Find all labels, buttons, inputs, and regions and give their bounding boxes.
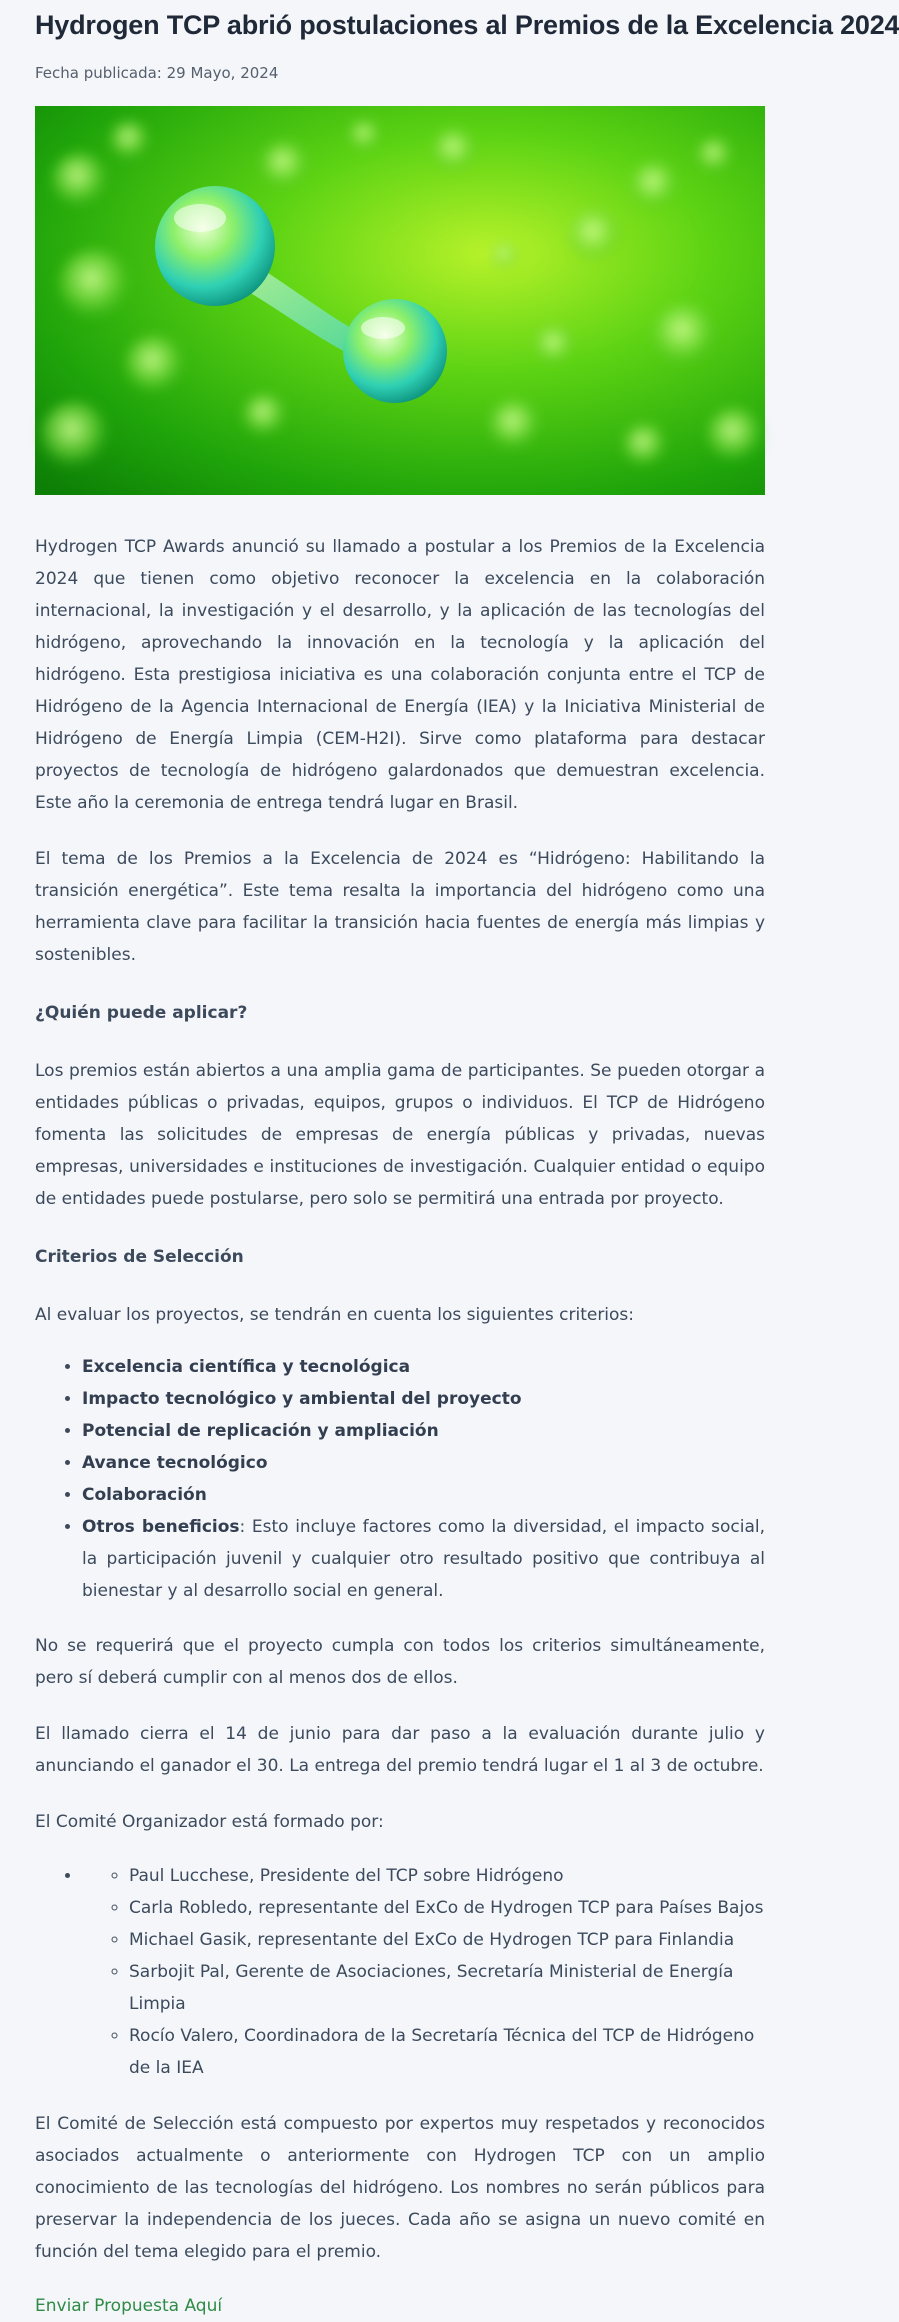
committee-member: ◦ Rocío Valero, Coordinadora de la Secretaría Técnica del TCP de Hidrógeno de la IEA bbox=[129, 2020, 765, 2084]
publish-date: Fecha publicada: 29 Mayo, 2024 bbox=[35, 64, 279, 82]
who-paragraph: Los premios están abiertos a una amplia gama de participantes. Se pueden otorgar a entidades públicas o privadas, equipos, grupos o individuos. El TCP de Hidrógeno fomenta las solicitudes de empresas de energía públicas y privadas, nuevas empresas, universidades e instituciones de investigación. Cualquier entidad o equipo de entidades puede postularse, pero solo se permitirá una entrada por proyecto. bbox=[35, 1061, 765, 1209]
deadlines-paragraph: El llamado cierra el 14 de junio para dar paso a la evaluación durante julio y anunciando el ganador el 30. La entrega del premio tendrá lugar el 1 al 3 de octubre. bbox=[35, 1724, 765, 1776]
submit-proposal-link[interactable]: Enviar Propuesta Aquí bbox=[35, 2296, 223, 2316]
criteria-list bbox=[35, 1351, 765, 1607]
minimum-paragraph: No se requerirá que el proyecto cumpla con todos los criterios simultáneamente, pero sí deberá cumplir con al menos dos de ellos. bbox=[35, 1636, 765, 1688]
page-title: Hydrogen TCP abrió postulaciones al Premios de la Excelencia 2024 bbox=[35, 10, 899, 40]
hydrogen-molecule-illustration bbox=[35, 106, 765, 495]
criterion-label: Potencial de replicación y ampliación bbox=[82, 1421, 439, 1441]
list-item bbox=[82, 1479, 765, 1511]
intro-paragraph: Hydrogen TCP Awards anunció su llamado a postular a los Premios de la Excelencia 2024 que tienen como objetivo reconocer la excelencia en la colaboración internacional, la investigación y el desarrollo, y la aplicación de las tecnologías del hidrógeno, aprovechando la innovación en la tecnología y la aplicación del hidrógeno. Esta prestigiosa iniciativa es una colaboración conjunta entre el TCP de Hidrógeno de la Agencia Internacional de Energía (IEA) y la Iniciativa Ministerial de Hidrógeno de Energía Limpia (CEM-H2I). Sirve como plataforma para destacar proyectos de tecnología de hidrógeno galardonados que demuestran excelencia. Este año la ceremonia de entrega tendrá lugar en Brasil. bbox=[35, 537, 765, 813]
committee-member: ◦ • Paul Lucchese, Presidente del TCP sobre Hidrógeno bbox=[129, 1860, 765, 1892]
criterion-label: Excelencia científica y tecnológica bbox=[82, 1357, 411, 1377]
criterion-label: Impacto tecnológico y ambiental del proyecto bbox=[82, 1389, 522, 1409]
list-item bbox=[82, 1511, 765, 1607]
criterion-label: Otros beneficios bbox=[82, 1517, 240, 1537]
criterion-description: : Esto incluye factores como la diversidad, el impacto social, la participación juvenil y cualquier otro resultado positivo que contribuya al bienestar y al desarrollo social en general. bbox=[82, 1517, 766, 1601]
committee-member: ◦ Carla Robledo, representante del ExCo de Hydrogen TCP para Países Bajos bbox=[129, 1892, 765, 1924]
who-heading: ¿Quién puede aplicar? bbox=[35, 1003, 248, 1023]
list-item bbox=[82, 1351, 765, 1383]
hero-image bbox=[35, 106, 765, 495]
committee-list bbox=[35, 1860, 765, 2084]
list-item bbox=[82, 1860, 765, 2084]
criteria-heading: Criterios de Selección bbox=[35, 1247, 244, 1267]
committee-intro: El Comité Organizador está formado por: bbox=[35, 1812, 384, 1832]
theme-paragraph: El tema de los Premios a la Excelencia de 2024 es “Hidrógeno: Habilitando la transición energética”. Este tema resalta la importancia del hidrógeno como una herramienta clave para facilitar la transición hacia fuentes de energía más limpias y sostenibles. bbox=[35, 849, 765, 965]
criterion-label: Colaboración bbox=[82, 1485, 207, 1505]
committee-member: ◦ Sarbojit Pal, Gerente de Asociaciones, Secretaría Ministerial de Energía Limpia bbox=[129, 1956, 765, 2020]
list-item bbox=[82, 1383, 765, 1415]
committee-member: ◦ Michael Gasik, representante del ExCo de Hydrogen TCP para Finlandia bbox=[129, 1924, 765, 1956]
committee-members bbox=[82, 1860, 765, 2084]
selection-committee-paragraph: El Comité de Selección está compuesto por expertos muy respetados y reconocidos asociados actualmente o anteriormente con Hydrogen TCP con un amplio conocimiento de las tecnologías del hidrógeno. Los nombres no serán públicos para preservar la independencia de los jueces. Cada año se asigna un nuevo comité en función del tema elegido para el premio. bbox=[35, 2114, 765, 2262]
criteria-intro: Al evaluar los proyectos, se tendrán en cuenta los siguientes criterios: bbox=[35, 1305, 635, 1325]
criterion-label: Avance tecnológico bbox=[82, 1453, 268, 1473]
list-item bbox=[82, 1415, 765, 1447]
list-item bbox=[82, 1447, 765, 1479]
